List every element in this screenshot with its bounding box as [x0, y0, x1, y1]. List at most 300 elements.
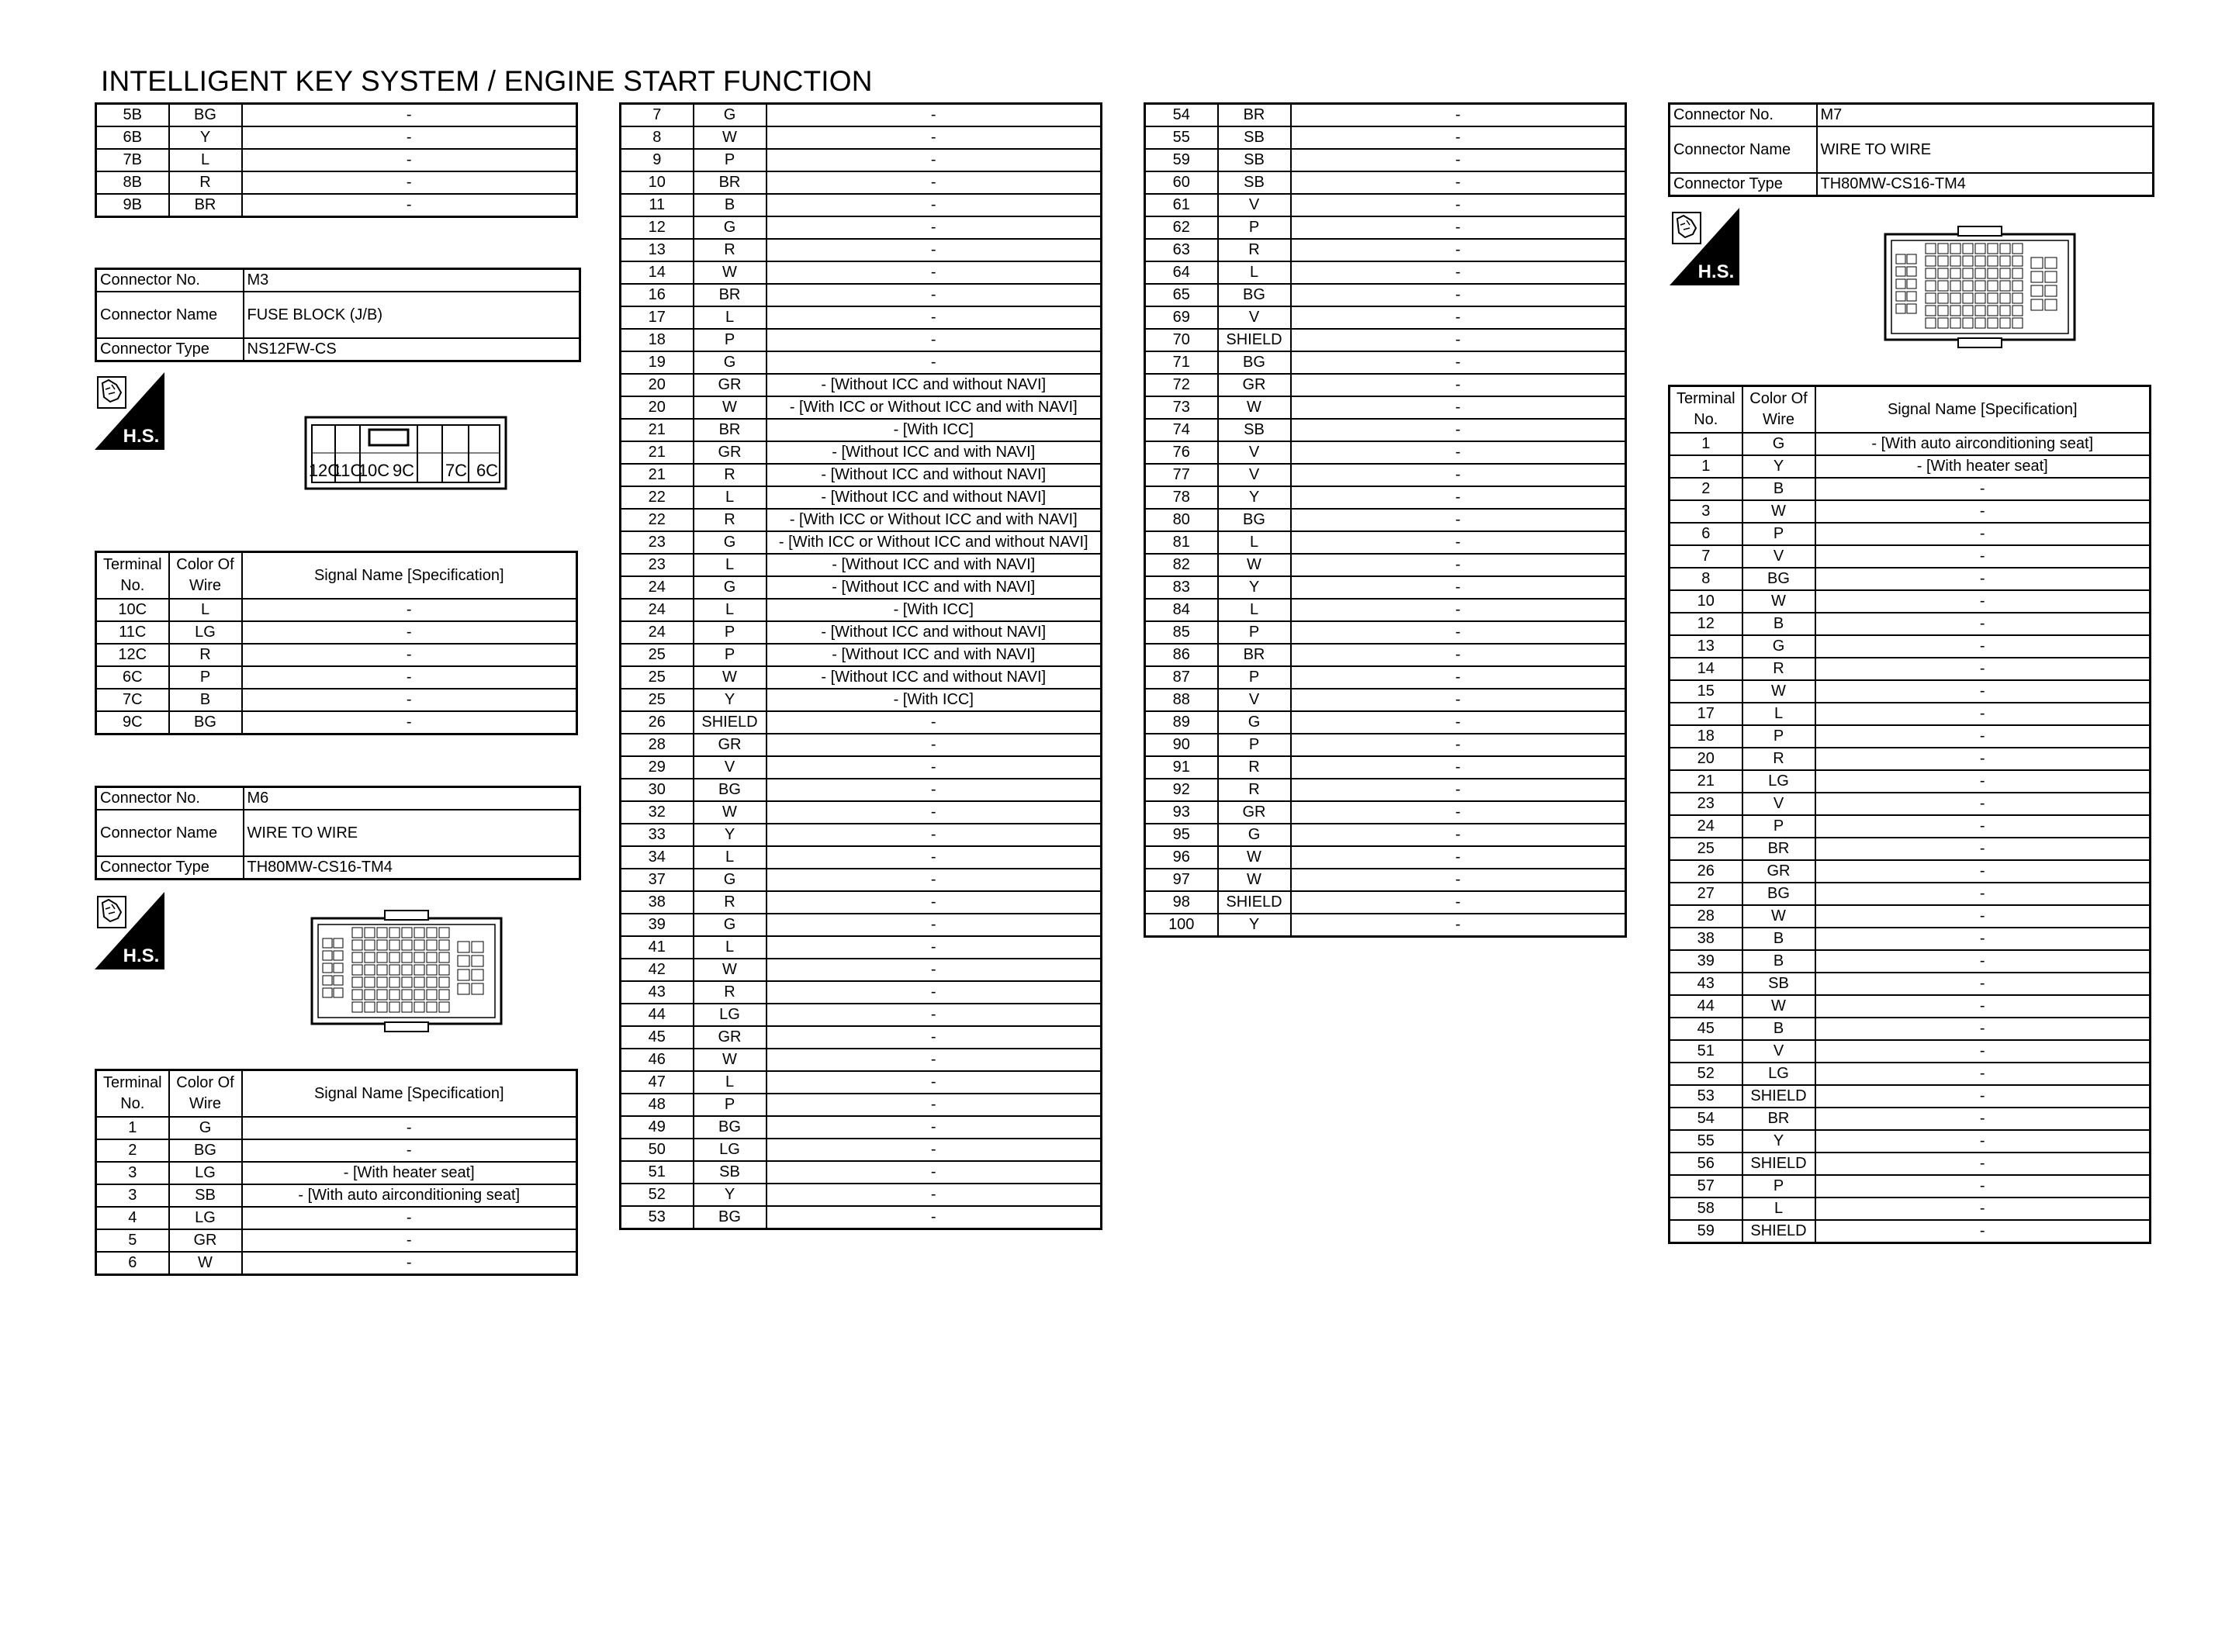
signal-name-cell: - — [767, 306, 1102, 329]
signal-name-cell: - — [1815, 883, 2151, 905]
connector-no-value: M7 — [1817, 104, 2154, 127]
signal-name-cell: - — [1815, 838, 2151, 860]
wire-color-cell: R — [694, 891, 767, 914]
wire-color-cell: SHIELD — [1742, 1220, 1815, 1243]
terminal-no-cell: 72 — [1145, 374, 1218, 396]
table-row — [621, 216, 1102, 239]
wire-color-cell: LG — [169, 621, 242, 644]
terminal-no-cell: 12 — [621, 216, 694, 239]
wire-color-cell: V — [1218, 689, 1291, 711]
table-row — [621, 599, 1102, 621]
wire-color-cell: SHIELD — [1742, 1153, 1815, 1175]
signal-name-cell: - — [1291, 486, 1626, 509]
terminal-no-cell: 11 — [621, 194, 694, 216]
wire-color-cell: V — [1218, 441, 1291, 464]
terminal-no-cell: 48 — [621, 1094, 694, 1116]
signal-name-cell: - — [767, 1206, 1102, 1229]
terminal-no-cell: 6 — [1670, 523, 1742, 545]
wire-color-cell: P — [1218, 216, 1291, 239]
terminal-no-cell: 25 — [621, 644, 694, 666]
table-row — [1670, 613, 2151, 635]
terminal-no-cell: 85 — [1145, 621, 1218, 644]
terminal-no-cell: 44 — [621, 1004, 694, 1026]
signal-name-cell: - — [1815, 635, 2151, 658]
table-row — [1670, 455, 2151, 478]
signal-name-header-line: Signal Name [Specification] — [313, 566, 504, 584]
terminal-no-cell: 21 — [621, 419, 694, 441]
terminal-no-cell: 10C — [96, 599, 169, 621]
table-row — [621, 891, 1102, 914]
table-row — [621, 1116, 1102, 1139]
signal-name-cell: - — [767, 756, 1102, 779]
table-row — [1145, 306, 1626, 329]
signal-name-cell: - — [1291, 419, 1626, 441]
terminal-no-cell: 62 — [1145, 216, 1218, 239]
terminal-no-cell: 45 — [1670, 1018, 1742, 1040]
signal-name-cell: - — [1815, 1220, 2151, 1243]
table-row — [96, 126, 577, 149]
signal-name-cell: - — [242, 666, 577, 689]
terminal-no-cell: 53 — [1670, 1085, 1742, 1108]
terminal-no-cell: 24 — [1670, 815, 1742, 838]
table-row — [1145, 644, 1626, 666]
wire-color-cell: W — [1742, 995, 1815, 1018]
wire-color-cell: Y — [694, 689, 767, 711]
m3-pin-label: 9C — [392, 461, 415, 480]
table-row — [621, 509, 1102, 531]
wire-color-cell: SHIELD — [1218, 891, 1291, 914]
signal-name-cell: - — [767, 846, 1102, 869]
m3-pin-label: 6C — [476, 461, 499, 480]
table-row — [1145, 329, 1626, 351]
terminal-no-cell: 1 — [1670, 455, 1742, 478]
wire-color-cell: L — [169, 149, 242, 171]
connector-name-value: WIRE TO WIRE — [244, 810, 580, 856]
terminal-no-cell: 93 — [1145, 801, 1218, 824]
signal-name-cell: - — [767, 1094, 1102, 1116]
signal-name-cell: - [Without ICC and without NAVI] — [767, 621, 1102, 644]
terminal-no-cell: 77 — [1145, 464, 1218, 486]
table-row — [96, 171, 577, 194]
wire-color-cell: W — [1742, 680, 1815, 703]
wire-color-cell: Y — [1742, 455, 1815, 478]
wire-color-cell: SB — [1218, 171, 1291, 194]
wire-color-cell: BR — [1218, 104, 1291, 127]
table-row — [96, 621, 577, 644]
table-row — [621, 1139, 1102, 1161]
table-row — [1670, 973, 2151, 995]
wire-color-cell: V — [1218, 306, 1291, 329]
connector-name-value: WIRE TO WIRE — [1817, 126, 2154, 173]
terminal-no-cell: 22 — [621, 509, 694, 531]
wire-color-cell: GR — [694, 374, 767, 396]
col2-table-block — [619, 102, 1102, 1230]
terminal-no-cell: 24 — [621, 599, 694, 621]
wire-color-cell: L — [1218, 531, 1291, 554]
signal-name-cell: - — [1291, 869, 1626, 891]
table-row — [96, 1229, 577, 1252]
terminal-no-cell: 1 — [96, 1117, 169, 1139]
table-row — [1145, 801, 1626, 824]
wire-color-cell: L — [1218, 599, 1291, 621]
table-row — [621, 869, 1102, 891]
m3-terminal-table — [95, 551, 578, 735]
wire-color-cell: R — [169, 171, 242, 194]
table-row — [1670, 1220, 2151, 1243]
table-row — [96, 1184, 577, 1207]
terminal-no-cell: 23 — [1670, 793, 1742, 815]
terminal-no-header-line: Terminal — [1676, 390, 1735, 407]
wire-color-cell: LG — [694, 1139, 767, 1161]
wire-color-cell: Y — [694, 1184, 767, 1206]
wire-color-cell: B — [694, 194, 767, 216]
table-row — [1670, 545, 2151, 568]
table-row — [1145, 576, 1626, 599]
wire-color-cell: L — [694, 936, 767, 959]
terminal-no-cell: 70 — [1145, 329, 1218, 351]
terminal-no-cell: 8 — [621, 126, 694, 149]
wire-color-cell: G — [694, 216, 767, 239]
hs-badge-icon — [95, 892, 164, 969]
signal-name-cell: - — [767, 261, 1102, 284]
terminal-no-cell: 2 — [1670, 478, 1742, 500]
col1-top-table — [95, 102, 578, 218]
wire-color-cell: W — [1218, 396, 1291, 419]
wire-color-cell: BG — [1218, 509, 1291, 531]
signal-name-cell: - — [242, 644, 577, 666]
signal-name-cell: - — [1291, 149, 1626, 171]
signal-name-cell: - — [1291, 126, 1626, 149]
table-row — [621, 284, 1102, 306]
svg-text:H.S.: H.S. — [123, 945, 160, 966]
table-row — [1145, 126, 1626, 149]
signal-name-cell: - — [1291, 846, 1626, 869]
signal-name-cell: - [Without ICC and with NAVI] — [767, 441, 1102, 464]
wire-color-cell: P — [694, 621, 767, 644]
wire-color-cell: BG — [1742, 883, 1815, 905]
terminal-no-cell: 42 — [621, 959, 694, 981]
signal-name-cell: - — [1815, 1063, 2151, 1085]
signal-name-cell: - — [1815, 770, 2151, 793]
terminal-no-cell: 38 — [621, 891, 694, 914]
table-row — [96, 149, 577, 171]
signal-name-cell: - — [1291, 284, 1626, 306]
terminal-no-cell: 20 — [621, 374, 694, 396]
terminal-no-cell: 53 — [621, 1206, 694, 1229]
wire-color-cell: G — [694, 869, 767, 891]
signal-name-cell: - — [767, 1116, 1102, 1139]
wire-color-cell: G — [1742, 433, 1815, 455]
wire-color-cell: P — [694, 149, 767, 171]
terminal-no-cell: 20 — [621, 396, 694, 419]
terminal-no-cell: 7 — [621, 104, 694, 127]
wire-color-cell: G — [694, 914, 767, 936]
m3-pin-label: 7C — [445, 461, 468, 480]
signal-name-cell: - — [767, 959, 1102, 981]
terminal-no-header-line: No. — [120, 577, 145, 594]
table-row — [96, 599, 577, 621]
terminal-no-cell: 59 — [1670, 1220, 1742, 1243]
table-row — [1145, 666, 1626, 689]
table-row — [1145, 171, 1626, 194]
color-of-wire-header — [1742, 386, 1815, 434]
table-row — [1145, 846, 1626, 869]
table-row — [621, 756, 1102, 779]
terminal-no-cell: 89 — [1145, 711, 1218, 734]
signal-name-cell: - — [767, 329, 1102, 351]
signal-name-cell: - — [767, 1071, 1102, 1094]
table-row — [96, 711, 577, 734]
m3-connector-diagram — [304, 416, 507, 490]
table-row — [621, 171, 1102, 194]
signal-name-cell: - — [767, 891, 1102, 914]
signal-name-cell: - — [242, 711, 577, 734]
wire-color-cell: BG — [694, 1116, 767, 1139]
signal-name-cell: - — [1815, 613, 2151, 635]
wire-color-cell: BR — [1742, 838, 1815, 860]
connector-no-label: Connector No. — [1670, 104, 1817, 127]
table-row — [621, 936, 1102, 959]
terminal-no-cell: 25 — [621, 689, 694, 711]
wire-color-cell: W — [694, 666, 767, 689]
table-row — [1670, 433, 2151, 455]
table-row — [1145, 464, 1626, 486]
terminal-no-cell: 25 — [621, 666, 694, 689]
table-row — [1670, 703, 2151, 725]
signal-name-cell: - — [1815, 500, 2151, 523]
terminal-no-cell: 55 — [1145, 126, 1218, 149]
terminal-no-cell: 18 — [1670, 725, 1742, 748]
terminal-no-cell: 73 — [1145, 396, 1218, 419]
terminal-no-cell: 60 — [1145, 171, 1218, 194]
wire-color-cell: W — [694, 396, 767, 419]
connector-name-label: Connector Name — [96, 810, 244, 856]
terminal-no-cell: 5B — [96, 104, 169, 127]
wire-color-cell: LG — [1742, 770, 1815, 793]
signal-name-cell: - — [242, 171, 577, 194]
signal-name-cell: - — [1815, 1018, 2151, 1040]
wire-color-cell: G — [169, 1117, 242, 1139]
signal-name-cell: - [Without ICC and with NAVI] — [767, 576, 1102, 599]
wire-color-cell: SB — [1218, 149, 1291, 171]
table-row — [1670, 860, 2151, 883]
signal-name-cell: - — [1291, 734, 1626, 756]
table-row — [1670, 590, 2151, 613]
signal-name-cell: - [Without ICC and without NAVI] — [767, 374, 1102, 396]
terminal-no-cell: 63 — [1145, 239, 1218, 261]
terminal-no-cell: 56 — [1670, 1153, 1742, 1175]
terminal-no-cell: 28 — [1670, 905, 1742, 928]
signal-name-cell: - — [1291, 779, 1626, 801]
table-row — [96, 1139, 577, 1162]
signal-name-cell: - — [767, 216, 1102, 239]
terminal-no-cell: 74 — [1145, 419, 1218, 441]
signal-name-cell: - [With ICC] — [767, 689, 1102, 711]
table-row — [621, 194, 1102, 216]
wire-color-cell: L — [694, 599, 767, 621]
table-row — [1145, 621, 1626, 644]
signal-name-cell: - [With heater seat] — [1815, 455, 2151, 478]
wire-color-cell: B — [1742, 950, 1815, 973]
wire-color-cell: W — [1742, 905, 1815, 928]
wire-color-cell: W — [1218, 846, 1291, 869]
signal-name-cell: - — [1291, 104, 1626, 127]
signal-name-cell: - — [1815, 1198, 2151, 1220]
table-header-row — [96, 552, 577, 600]
terminal-no-cell: 47 — [621, 1071, 694, 1094]
wire-color-cell: Y — [1218, 486, 1291, 509]
signal-name-cell: - — [1291, 171, 1626, 194]
connector-name-value: FUSE BLOCK (J/B) — [244, 292, 580, 338]
terminal-no-cell: 23 — [621, 531, 694, 554]
table-row — [621, 846, 1102, 869]
table-row — [1670, 1198, 2151, 1220]
color-of-wire-header-line: Color Of — [1749, 390, 1808, 407]
table-row — [621, 621, 1102, 644]
signal-name-cell: - — [1291, 329, 1626, 351]
terminal-no-cell: 52 — [1670, 1063, 1742, 1085]
wire-color-cell: R — [1742, 748, 1815, 770]
terminal-no-cell: 57 — [1670, 1175, 1742, 1198]
table-row — [96, 1252, 577, 1275]
connector-type-value: TH80MW-CS16-TM4 — [244, 856, 580, 880]
table-row — [1670, 928, 2151, 950]
terminal-no-cell: 6C — [96, 666, 169, 689]
signal-name-cell: - — [1815, 478, 2151, 500]
signal-name-cell: - — [1291, 306, 1626, 329]
connector-type-label: Connector Type — [1670, 173, 1817, 196]
terminal-no-header — [1670, 386, 1742, 434]
terminal-no-cell: 45 — [621, 1026, 694, 1049]
table-row — [621, 419, 1102, 441]
terminal-no-cell: 25 — [1670, 838, 1742, 860]
terminal-no-cell: 9C — [96, 711, 169, 734]
signal-name-cell: - — [1815, 793, 2151, 815]
wire-color-cell: P — [1218, 621, 1291, 644]
table-row — [96, 194, 577, 217]
signal-name-cell: - [Without ICC and with NAVI] — [767, 644, 1102, 666]
terminal-no-cell: 51 — [621, 1161, 694, 1184]
m3-terminal-table-block — [95, 551, 578, 735]
wire-color-cell: Y — [169, 126, 242, 149]
wire-color-cell: GR — [1218, 801, 1291, 824]
signal-name-cell: - — [767, 126, 1102, 149]
wire-color-cell: L — [694, 1071, 767, 1094]
terminal-no-cell: 29 — [621, 756, 694, 779]
color-of-wire-header — [169, 552, 242, 600]
signal-name-cell: - — [1291, 216, 1626, 239]
signal-name-cell: - [Without ICC and with NAVI] — [767, 554, 1102, 576]
signal-name-cell: - — [767, 104, 1102, 127]
signal-name-cell: - — [1815, 1130, 2151, 1153]
signal-name-cell: - — [1815, 1040, 2151, 1063]
signal-name-cell: - — [767, 239, 1102, 261]
terminal-no-cell: 2 — [96, 1139, 169, 1162]
signal-name-cell: - — [242, 1207, 577, 1229]
signal-name-cell: - — [1815, 995, 2151, 1018]
signal-name-cell: - — [242, 104, 577, 127]
wire-color-cell: LG — [169, 1162, 242, 1184]
hs-badge-icon — [95, 372, 164, 450]
table-row — [621, 554, 1102, 576]
table-row — [1670, 1085, 2151, 1108]
signal-name-cell: - — [767, 711, 1102, 734]
wire-color-cell: P — [1742, 523, 1815, 545]
terminal-no-cell: 19 — [621, 351, 694, 374]
signal-name-cell: - — [767, 801, 1102, 824]
terminal-no-cell: 65 — [1145, 284, 1218, 306]
wire-color-cell: W — [694, 1049, 767, 1071]
svg-text:H.S.: H.S. — [1697, 261, 1735, 282]
terminal-no-cell: 50 — [621, 1139, 694, 1161]
wire-color-cell: B — [169, 689, 242, 711]
table-row — [621, 396, 1102, 419]
table-row — [1670, 500, 2151, 523]
color-of-wire-header — [169, 1070, 242, 1118]
signal-name-cell: - — [767, 869, 1102, 891]
terminal-no-cell: 41 — [621, 936, 694, 959]
wire-color-cell: R — [1218, 779, 1291, 801]
table-row — [621, 1094, 1102, 1116]
table-row — [621, 149, 1102, 171]
wire-color-cell: L — [694, 486, 767, 509]
table-row — [1145, 239, 1626, 261]
signal-name-cell: - — [242, 194, 577, 217]
signal-name-cell: - — [242, 689, 577, 711]
table-row — [96, 644, 577, 666]
signal-name-cell: - — [1815, 523, 2151, 545]
signal-name-cell: - — [1291, 351, 1626, 374]
terminal-no-cell: 38 — [1670, 928, 1742, 950]
table-row — [1670, 770, 2151, 793]
signal-name-cell: - — [1815, 950, 2151, 973]
wire-color-cell: W — [169, 1252, 242, 1275]
signal-name-cell: - — [1815, 1108, 2151, 1130]
signal-name-cell: - — [1291, 509, 1626, 531]
terminal-no-cell: 16 — [621, 284, 694, 306]
wire-color-cell: BG — [1218, 284, 1291, 306]
wire-color-cell: B — [1742, 613, 1815, 635]
table-row — [621, 666, 1102, 689]
wire-color-cell: G — [694, 351, 767, 374]
table-row — [1670, 1063, 2151, 1085]
terminal-no-cell: 9 — [621, 149, 694, 171]
wire-color-cell: G — [694, 576, 767, 599]
table-row — [1670, 1153, 2151, 1175]
table-row — [1670, 905, 2151, 928]
table-row — [1145, 779, 1626, 801]
signal-name-cell: - — [767, 1139, 1102, 1161]
table-row — [1670, 523, 2151, 545]
table-row — [621, 104, 1102, 127]
m3-info-table — [95, 268, 581, 362]
signal-name-cell: - — [242, 599, 577, 621]
wire-color-cell: G — [1218, 824, 1291, 846]
terminal-no-cell: 39 — [1670, 950, 1742, 973]
table-row — [1670, 793, 2151, 815]
connector-no-label: Connector No. — [96, 787, 244, 810]
signal-name-cell: - — [1291, 576, 1626, 599]
connector-type-label: Connector Type — [96, 856, 244, 880]
wire-color-cell: L — [694, 846, 767, 869]
m7-connector-diagram — [1884, 223, 2076, 351]
terminal-no-cell: 83 — [1145, 576, 1218, 599]
terminal-no-cell: 54 — [1145, 104, 1218, 127]
m3-pin-label: 11C — [332, 461, 363, 480]
wire-color-cell: P — [1218, 666, 1291, 689]
terminal-no-cell: 49 — [621, 1116, 694, 1139]
terminal-no-cell: 20 — [1670, 748, 1742, 770]
